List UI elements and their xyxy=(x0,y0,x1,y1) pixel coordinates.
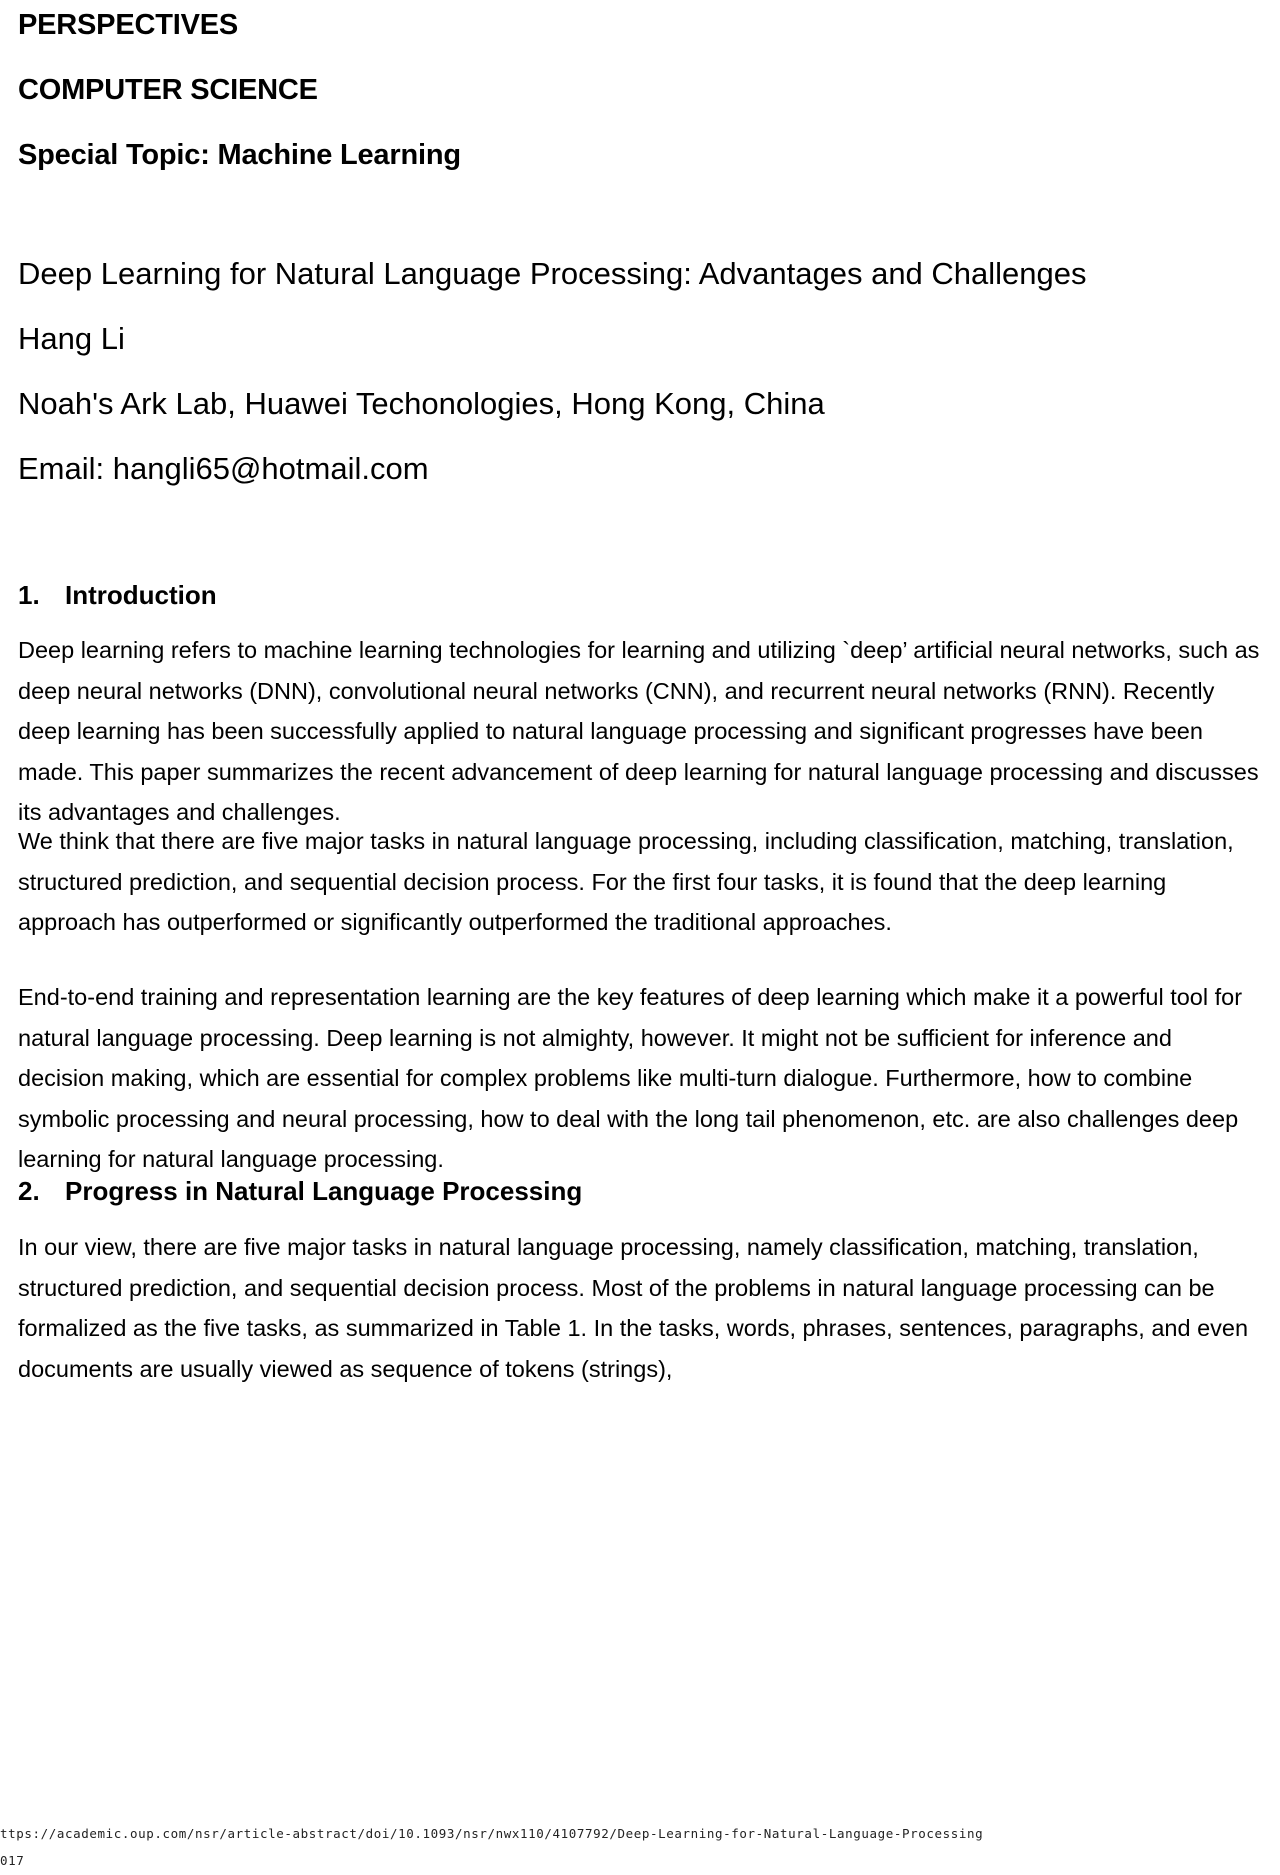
section-number: 2. xyxy=(18,1176,40,1206)
section-title: Progress in Natural Language Processing xyxy=(65,1176,583,1206)
special-topic-label: Special Topic: Machine Learning xyxy=(18,139,461,171)
section-heading-progress xyxy=(18,1175,582,1207)
article-title: Deep Learning for Natural Language Processing: Advantages and Challenges xyxy=(18,256,1087,291)
intro-paragraph-3: End-to-end training and representation learning are the key features of deep learning which make it a powerful tool for natural language processing. Deep learning is not almighty, however. It might not be sufficient for inference and decision making, which are essential for complex problems like multi-turn dialogue. Furthermore, how to combine symbolic processing and neural processing, how to deal with the long tail phenomenon, etc. are also challenges deep learning for natural language processing. xyxy=(18,984,1243,1172)
perspectives-label: PERSPECTIVES xyxy=(18,9,238,41)
progress-paragraph-1: In our view, there are five major tasks in natural language processing, namely classification, matching, translation, structured prediction, and sequential decision process. Most of the problems in natural language processing can be formalized as the five tasks, as summarized in Table 1. In the tasks, words, phrases, sentences, paragraphs, and even documents are usually viewed as sequence of tokens (strings), xyxy=(18,1234,1249,1382)
section-heading-introduction xyxy=(18,579,217,611)
intro-paragraph-1: Deep learning refers to machine learning technologies for learning and utilizing `deep’ artificial neural networks, such as deep neural networks (DNN), convolutional neural networks (CNN), and recurrent neural networks (RNN). Recently deep learning has been successfully applied to natural language processing and significant progresses have been made. This paper summarizes the recent advancement of deep learning for natural language processing and discusses its advantages and challenges. xyxy=(18,637,1260,825)
section-number: 1. xyxy=(18,580,40,610)
download-year-fragment: 017 xyxy=(0,1853,25,1868)
section-title: Introduction xyxy=(65,580,217,610)
field-label: COMPUTER SCIENCE xyxy=(18,74,318,106)
download-url: ttps://academic.oup.com/nsr/article-abstract/doi/10.1093/nsr/nwx110/4107792/Deep-Learning-for-Natural-Language-Processing xyxy=(0,1826,984,1841)
author-email: Email: hangli65@hotmail.com xyxy=(18,451,429,486)
author-affiliation: Noah's Ark Lab, Huawei Techonologies, Hong Kong, China xyxy=(18,386,825,421)
intro-paragraph-2: We think that there are five major tasks in natural language processing, including classification, matching, translation, structured prediction, and sequential decision process. For the first four tasks, it is found that the deep learning approach has outperformed or significantly outperformed the traditional approaches. xyxy=(18,828,1234,935)
author-name: Hang Li xyxy=(18,321,125,356)
